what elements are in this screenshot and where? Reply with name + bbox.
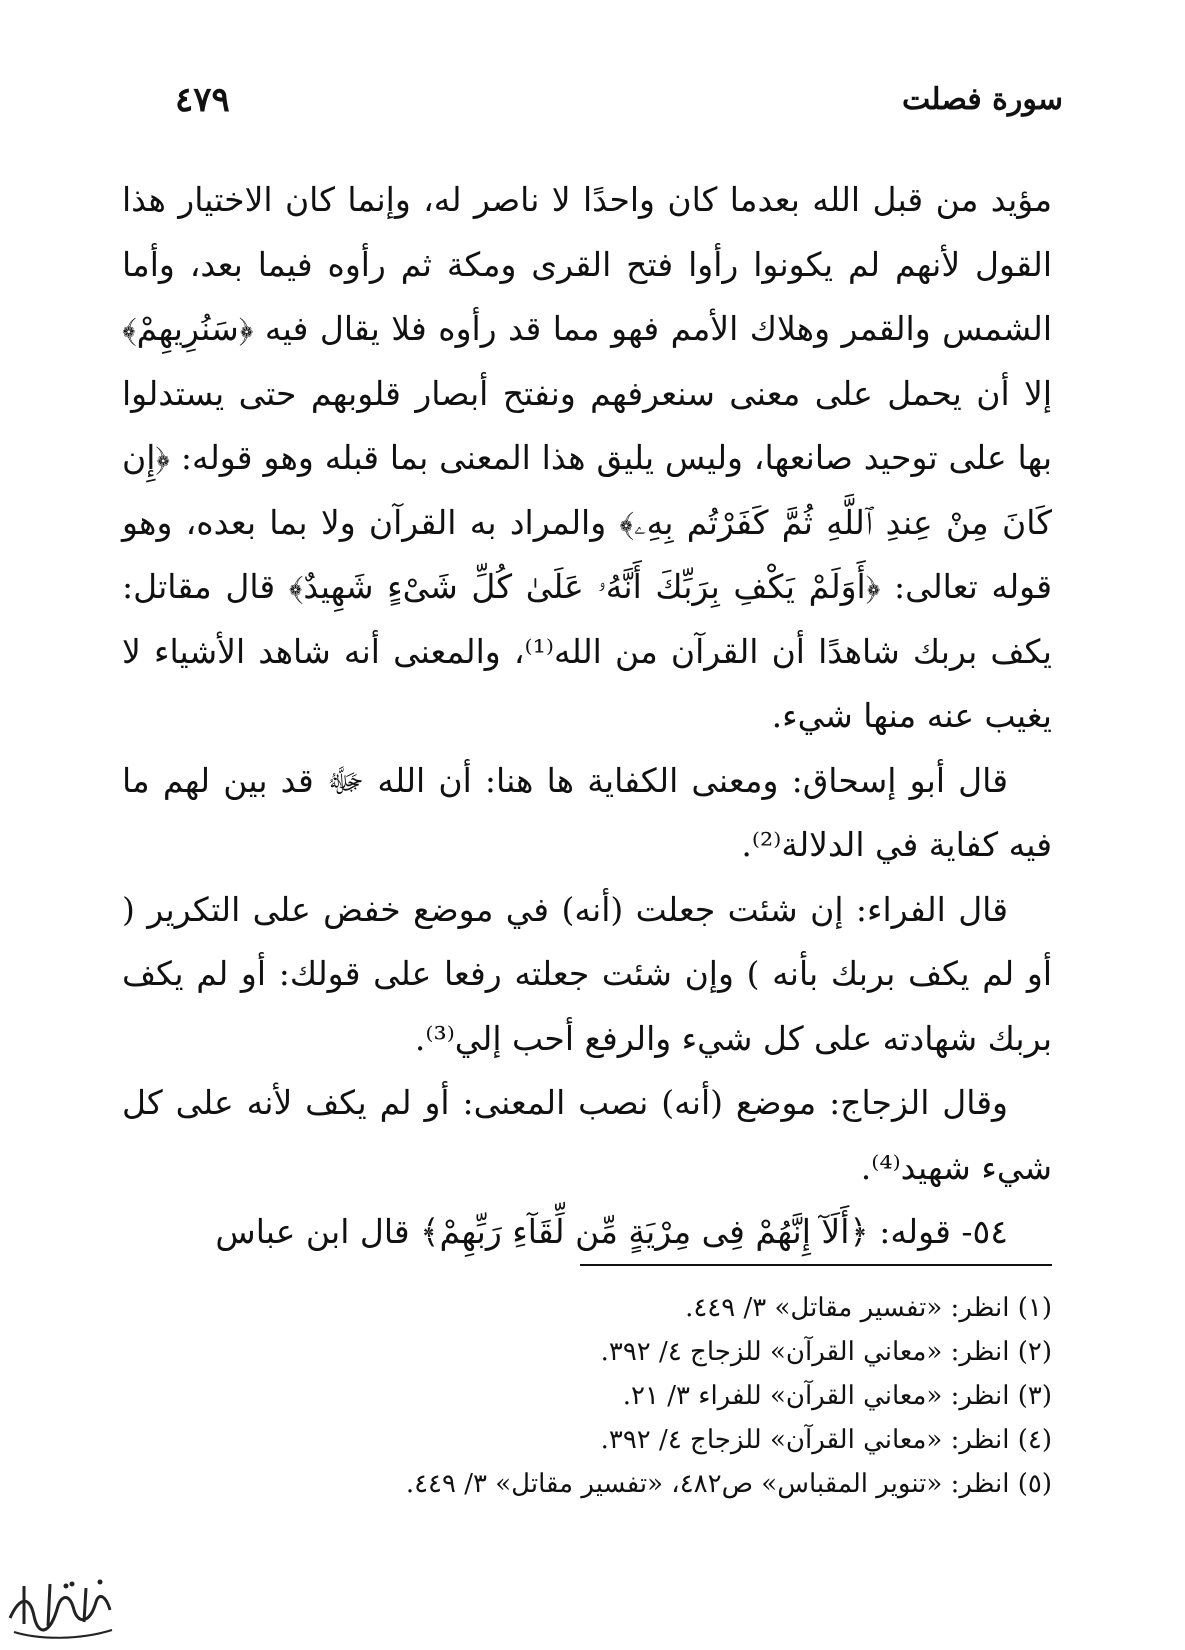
page-number: ٤٧٩ — [175, 80, 230, 120]
paragraph-4: وقال الزجاج: موضع (أنه) نصب المعنى: أو لم يكف لأنه على كل شيء شهيد⁽⁴⁾. — [122, 1083, 1052, 1187]
body-text — [122, 168, 1052, 1265]
footnote-4: (٤) انظر: «معاني القرآن» للزجاج ٤/ ٣٩٢. — [600, 1425, 1052, 1455]
page-header — [175, 72, 1063, 132]
footnotes — [122, 1286, 1052, 1506]
paragraph-3: قال الفراء: إن شئت جعلت (أنه) في موضع خفض على التكرير ( أو لم يكف بربك بأنه ) وإن شئت جعلته رفعا على قولك: أو لم يكف بربك شهادته على كل شيء والرفع أحب إلي⁽³⁾. — [122, 889, 1052, 1058]
footnote-3: (٣) انظر: «معاني القرآن» للفراء ٣/ ٢١. — [622, 1381, 1052, 1411]
paragraph-2: قال أبو إسحاق: ومعنى الكفاية ها هنا: أن الله ﷻ قد بين لهم ما فيه كفاية في الدلالة⁽²⁾. — [122, 760, 1052, 864]
running-title: سورة فصلت — [901, 82, 1063, 117]
footnote-divider — [580, 1264, 1052, 1266]
footnote-5: (٥) انظر: «تنوير المقباس» ص٤٨٢، «تفسير مقاتل» ٣/ ٤٤٩. — [405, 1469, 1052, 1499]
paragraph-5: ٥٤- قوله: ﴿أَلَآ إِنَّهُمْ فِى مِرْيَةٍ مِّن لِّقَآءِ رَبِّهِمْ﴾ قال ابن عباس — [215, 1212, 1008, 1251]
paragraph-1: مؤيد من قبل الله بعدما كان واحدًا لا ناصر له، وإنما كان الاختيار هذا القول لأنهم لم يكونوا رأوا فتح القرى ومكة ثم رأوه فيما بعد، وأما الشمس والقمر وهلاك الأمم فهو مما قد رأوه فلا يقال فيه ﴿سَنُرِيهِمْ﴾ إلا أن يحمل على معنى سنعرفهم ونفتح أبصار قلوبهم حتى يستدلوا بها على توحيد صانعها، وليس يليق هذا المعنى بما قبله وهو قوله: ﴿إِن كَانَ مِنْ عِندِ ٱللَّهِ ثُمَّ كَفَرْتُم بِهِۦ﴾ والمراد به القرآن ولا بما بعده، وهو قوله تعالى: ﴿أَوَلَمْ يَكْفِ بِرَبِّكَ أَنَّهُۥ عَلَىٰ كُلِّ شَىْءٍ شَهِيدٌ﴾ قال مقاتل: يكف بربك شاهدًا أن القرآن من الله⁽¹⁾، والمعنى أنه شاهد الأشياء لا يغيب عنه منها شيء. — [122, 180, 1052, 735]
footnote-2: (٢) انظر: «معاني القرآن» للزجاج ٤/ ٣٩٢. — [600, 1337, 1052, 1367]
footnote-1: (١) انظر: «تفسير مقاتل» ٣/ ٤٤٩. — [685, 1293, 1052, 1323]
calligraphy-logo-icon — [0, 1566, 120, 1646]
